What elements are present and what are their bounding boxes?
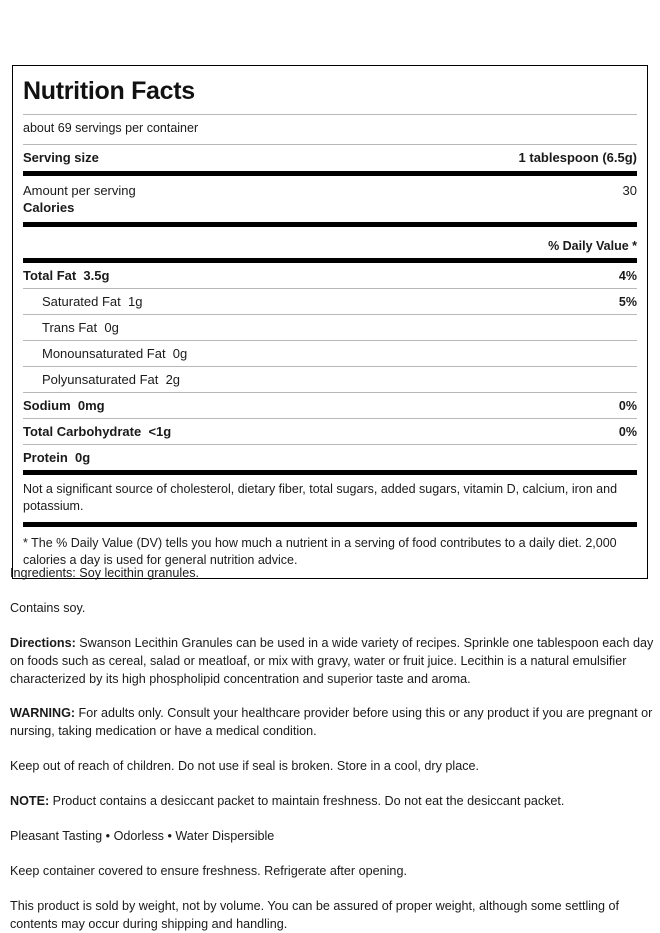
nutrient-rows [23,263,637,470]
calories-value: 30 [622,182,637,198]
info-paragraph: Pleasant Tasting • Odorless • Water Dispersible [10,828,275,843]
nutrient-daily-value: 0% [618,398,637,413]
info-paragraph: Contains soy. [10,600,86,615]
nutrient-name: Saturated Fat 1g [42,293,143,309]
serving-size-label: Serving size [23,149,99,165]
nutrient-daily-value: 0% [618,424,637,439]
info-paragraph: Directions: Swanson Lecithin Granules can be used in a wide variety of recipes. Sprinkle one tablespoon each day on foods such as cereal, salad or meatloaf, or mix with gravy, water or fruit juice. Lecithin is a natural emulsifier characterized by its high phospholipid concentration and superior taste and aroma. [10,635,654,686]
paragraph-lead: Directions: [10,635,76,650]
product-information-text [10,565,654,933]
servings-per-container: about 69 servings per container [23,121,199,135]
nutrient-row [23,445,637,470]
not-significant-source-note: Not a significant source of cholesterol, dietary fiber, total sugars, added sugars, vitamin D, calcium, iron and potassium. [23,481,618,513]
info-paragraph: This product is sold by weight, not by volume. You can be assured of proper weight, although some settling of contents may occur during shipping and handling. [10,898,620,931]
nutrient-name: Trans Fat 0g [42,319,119,335]
nutrient-row [23,341,637,366]
nutrition-facts-panel [12,65,648,579]
nutrient-row [23,263,637,288]
serving-size-value: 1 tablespoon (6.5g) [518,149,637,165]
nutrient-name: Sodium 0mg [23,397,105,413]
nutrient-daily-value: 5% [618,294,637,309]
nutrient-row [23,315,637,340]
info-paragraph: Keep container covered to ensure freshness. Refrigerate after opening. [10,863,407,878]
info-paragraph: Keep out of reach of children. Do not use if seal is broken. Store in a cool, dry place. [10,759,480,774]
info-paragraph: WARNING: For adults only. Consult your healthcare provider before using this or any product if you are pregnant or nursing, taking medication or have a medical condition. [10,706,653,739]
nutrient-row [23,419,637,444]
serving-size-row [23,145,637,171]
nutrient-name: Protein 0g [23,449,91,465]
nutrient-row [23,367,637,392]
paragraph-lead: NOTE: [10,794,50,808]
nutrient-name: Total Carbohydrate <1g [23,423,172,439]
calories-label: Calories [23,199,75,215]
info-paragraph: NOTE: Product contains a desiccant packet to maintain freshness. Do not eat the desiccant packet. [10,794,565,808]
paragraph-lead: WARNING: [10,706,76,721]
info-paragraph: Ingredients: Soy lecithin granules. [10,566,200,580]
calories-labels [23,182,136,216]
page-title: Nutrition Facts [23,77,195,105]
nutrient-row [23,393,637,418]
nutrient-name: Monounsaturated Fat 0g [42,345,188,361]
nutrient-row [23,289,637,314]
amount-per-serving-label: Amount per serving [23,182,136,198]
nutrient-name: Total Fat 3.5g [23,267,110,283]
daily-value-footnote: * The % Daily Value (DV) tells you how much a nutrient in a serving of food contributes to a daily diet. 2,000 calories a day is used for general nutrition advice. [23,535,617,567]
nutrient-daily-value: 4% [618,268,637,283]
daily-value-header: % Daily Value * [548,238,637,253]
nutrient-name: Polyunsaturated Fat 2g [42,371,181,387]
calories-row [23,176,637,222]
